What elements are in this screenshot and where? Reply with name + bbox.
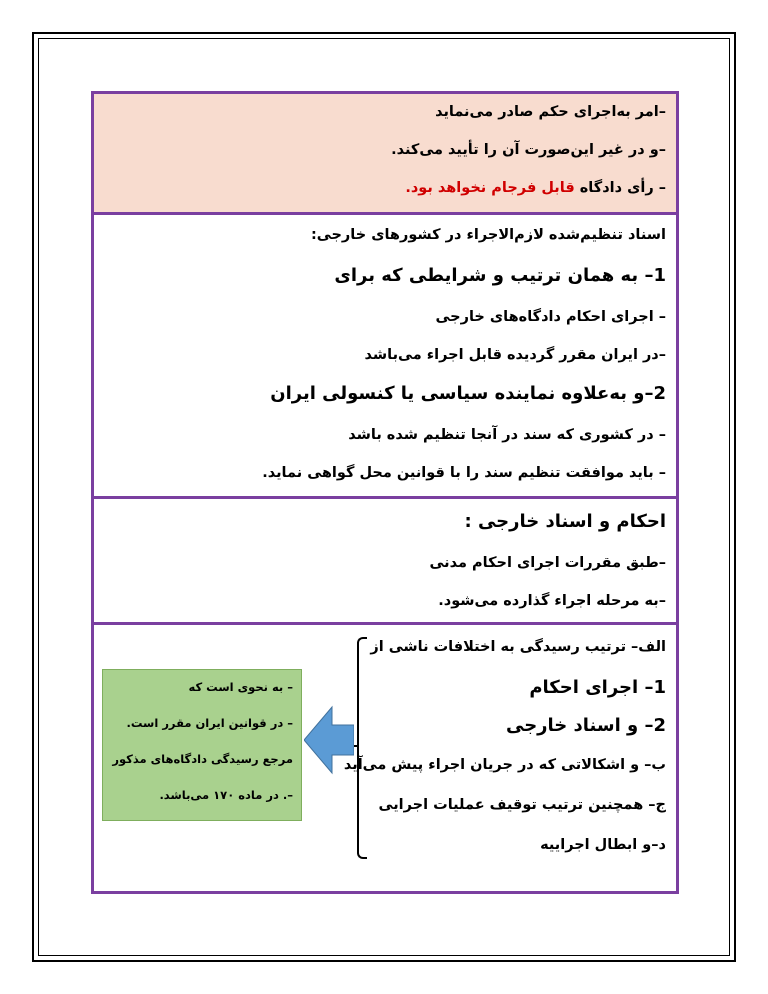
documents-line-2: – اجرای احکام دادگاه‌های خارجی bbox=[435, 309, 666, 325]
ruling-line-3-text: – رأی دادگاه bbox=[574, 180, 666, 196]
foreign-rulings-line-2: –به مرحله اجراء گذارده می‌شود. bbox=[438, 593, 666, 609]
foreign-rulings-line-1: –طبق مقررات اجرای احکام مدنی bbox=[429, 555, 666, 571]
procedure-line-6: د–و ابطال اجراییه bbox=[540, 837, 666, 853]
reference-line-1: – به نحوی است که bbox=[188, 680, 293, 694]
reference-line-3: مرجع رسیدگی دادگاه‌های مذکور bbox=[112, 752, 293, 766]
ruling-line-1: –امر به‌اجرای حکم صادر می‌نماید bbox=[435, 104, 666, 120]
documents-line-4: 2–و به‌علاوه نماینده سیاسی یا کنسولی ایران bbox=[270, 383, 666, 404]
foreign-rulings-title: احکام و اسناد خارجی : bbox=[464, 511, 666, 532]
procedure-line-3: 2– و اسناد خارجی bbox=[505, 715, 666, 736]
documents-line-5: – در کشوری که سند در آنجا تنظیم شده باشد bbox=[348, 427, 666, 443]
section-foreign-rulings bbox=[91, 496, 679, 625]
ruling-line-3 bbox=[405, 180, 666, 196]
reference-line-4: –. در ماده ۱۷۰ می‌باشد. bbox=[159, 788, 293, 802]
ruling-line-2: –و در غیر این‌صورت آن را تأیید می‌کند. bbox=[391, 142, 666, 158]
procedure-line-2: 1– اجرای احکام bbox=[529, 677, 666, 698]
reference-line-2: – در قوانین ایران مقرر است. bbox=[126, 716, 293, 730]
procedure-line-5: ج– همچنین ترتیب توقیف عملیات اجرایی bbox=[378, 797, 666, 813]
non-appealable-text: قابل فرجام نخواهد بود. bbox=[405, 180, 575, 196]
arrow-left-icon bbox=[304, 705, 354, 775]
documents-line-3: –در ایران مقرر گردیده قابل اجراء می‌باشد bbox=[364, 347, 666, 363]
procedure-line-4: ب– و اشکالاتی که در جریان اجراء پیش می‌آید bbox=[343, 757, 666, 773]
section-dispute-procedure bbox=[91, 622, 679, 894]
reference-box bbox=[102, 669, 302, 821]
documents-line-6: – باید موافقت تنظیم سند را با قوانین محل گواهی نماید. bbox=[262, 465, 666, 481]
documents-heading: اسناد تنظیم‌شده لازم‌الاجراء در کشورهای خارجی: bbox=[310, 227, 666, 243]
section-ruling bbox=[91, 91, 679, 215]
grouping-brace bbox=[357, 637, 367, 859]
section-foreign-documents bbox=[91, 212, 679, 499]
documents-line-1: 1– به همان ترتیب و شرایطی که برای bbox=[334, 265, 666, 286]
procedure-line-1: الف– ترتیب رسیدگی به اختلافات ناشی از bbox=[370, 639, 666, 655]
